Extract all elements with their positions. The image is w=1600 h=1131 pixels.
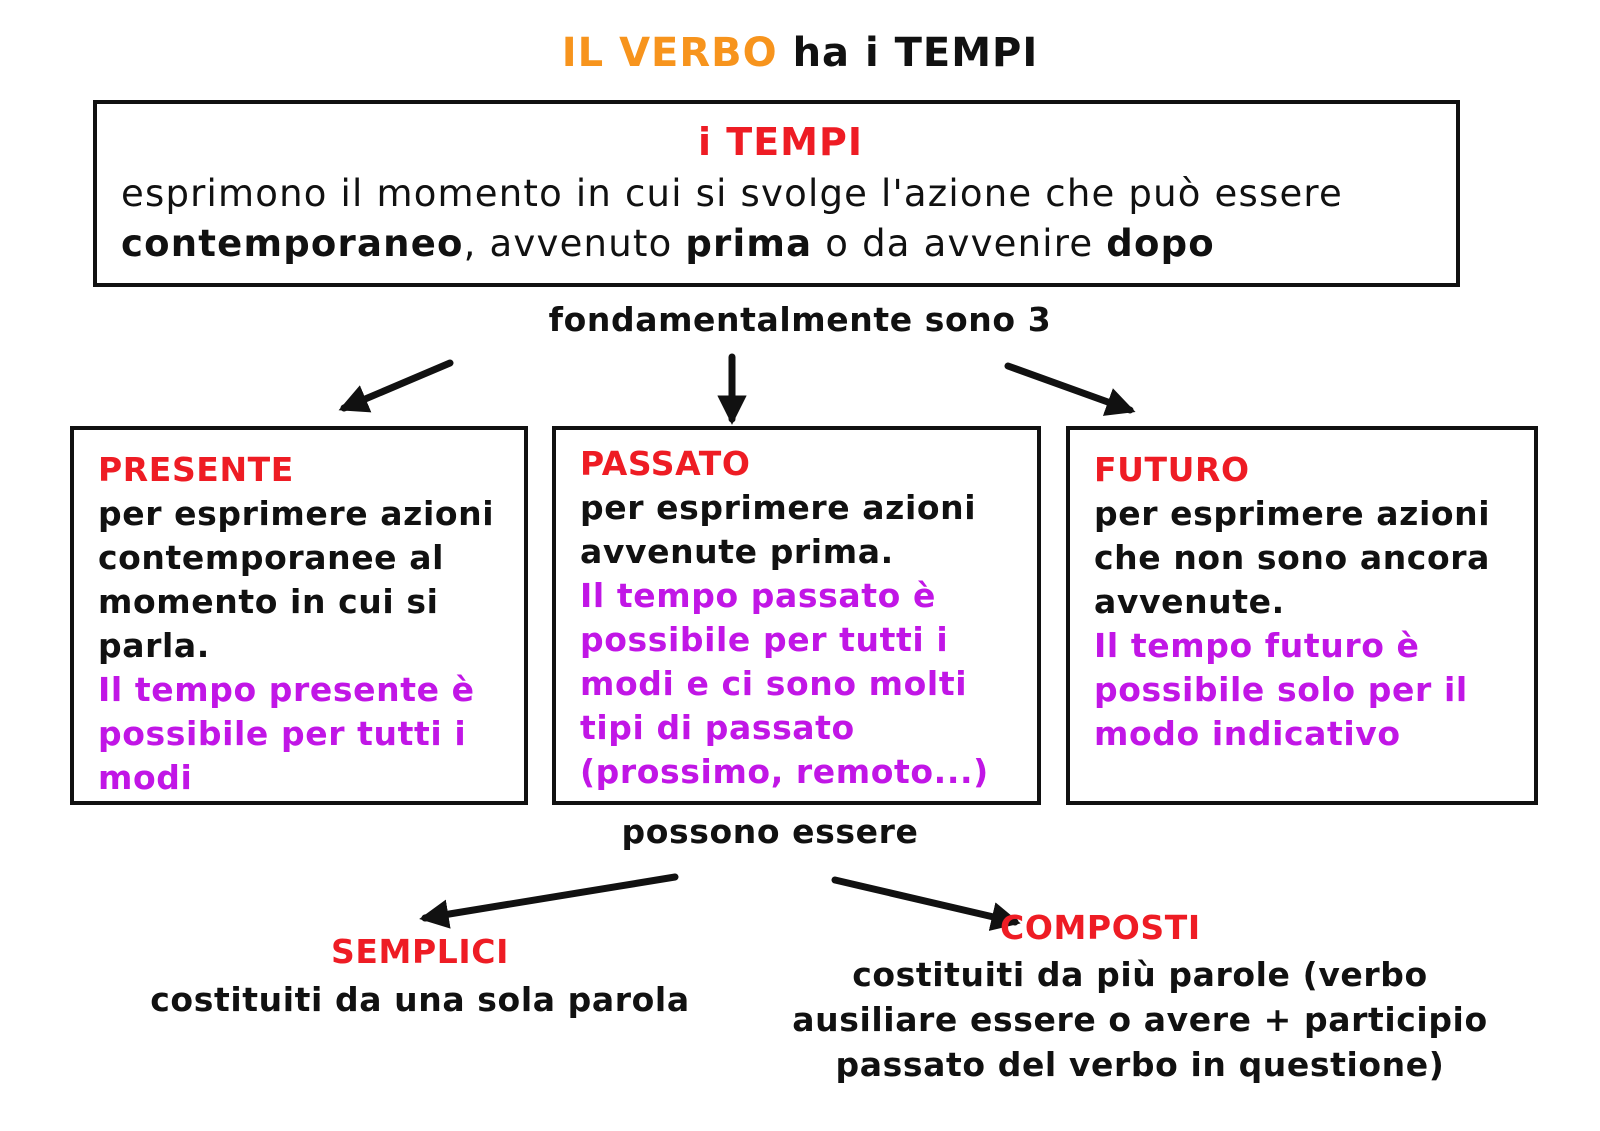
arrow-to-semplici-icon: [425, 877, 675, 918]
tense-content: [1094, 448, 1490, 756]
title-tempi: ha i TEMPI: [792, 30, 1039, 76]
composti-title: COMPOSTI: [1000, 908, 1201, 947]
tense-box-passato: [552, 426, 1041, 805]
word-dopo: dopo: [1106, 222, 1215, 265]
types-label: possono essere: [621, 812, 919, 851]
tense-content: [580, 442, 989, 794]
tense-box-presente: [70, 426, 528, 805]
definition-sep-1: , avvenuto: [463, 222, 686, 265]
tense-note-line: Il tempo presente è: [98, 670, 475, 709]
word-prima: prima: [685, 222, 813, 265]
tense-description-line: momento in cui si: [98, 582, 439, 621]
arrow-to-futuro-icon: [1008, 366, 1130, 410]
definition-sep-2: o da avvenire: [812, 222, 1107, 265]
tense-description-line: per esprimere azioni: [1094, 494, 1491, 533]
semplici-description: costituiti da una sola parola: [150, 980, 690, 1019]
definition-box: [93, 100, 1460, 287]
tense-note-line: Il tempo passato è: [580, 576, 936, 615]
tense-note-line: (prossimo, remoto...): [580, 752, 989, 791]
semplici-block: [60, 928, 780, 1024]
tense-description-line: avvenute prima.: [580, 532, 894, 571]
tense-description-line: che non sono ancora: [1094, 538, 1490, 577]
composti-description: [770, 952, 1510, 1087]
tense-note-line: possibile solo per il: [1094, 670, 1468, 709]
title-verbo: IL VERBO: [561, 30, 778, 76]
tense-description-line: per esprimere azioni: [98, 494, 495, 533]
tense-note-line: modi: [98, 758, 193, 797]
tense-note-line: possibile per tutti i: [580, 620, 949, 659]
tense-note-line: possibile per tutti i: [98, 714, 467, 753]
definition-line-2: [121, 222, 1215, 265]
arrow-to-composti-icon: [835, 880, 1015, 922]
semplici-title: SEMPLICI: [331, 932, 509, 971]
tense-content: [98, 448, 494, 800]
definition-line-1: esprimono il momento in cui si svolge l'azione che può essere: [121, 172, 1343, 215]
tense-title: FUTURO: [1094, 450, 1250, 489]
tense-note-line: tipi di passato: [580, 708, 855, 747]
page-title: [0, 30, 1600, 76]
tense-description-line: parla.: [98, 626, 210, 665]
word-contemporaneo: contemporaneo: [121, 222, 464, 265]
composti-description-line: ausiliare essere o avere + participio: [792, 1000, 1488, 1039]
count-label: fondamentalmente sono 3: [548, 300, 1052, 339]
tense-note-line: Il tempo futuro è: [1094, 626, 1420, 665]
tense-title: PRESENTE: [98, 450, 294, 489]
tense-note-line: modo indicativo: [1094, 714, 1401, 753]
tense-description-line: per esprimere azioni: [580, 488, 977, 527]
composti-description-line: costituiti da più parole (verbo: [852, 955, 1428, 994]
tense-description-line: avvenute.: [1094, 582, 1285, 621]
arrow-to-presente-icon: [344, 363, 450, 408]
tense-box-futuro: [1066, 426, 1538, 805]
composti-description-line: passato del verbo in questione): [835, 1045, 1445, 1084]
tense-note-line: modi e ci sono molti: [580, 664, 968, 703]
tense-title: PASSATO: [580, 444, 751, 483]
definition-heading: i TEMPI: [698, 120, 863, 164]
tense-description-line: contemporanee al: [98, 538, 445, 577]
